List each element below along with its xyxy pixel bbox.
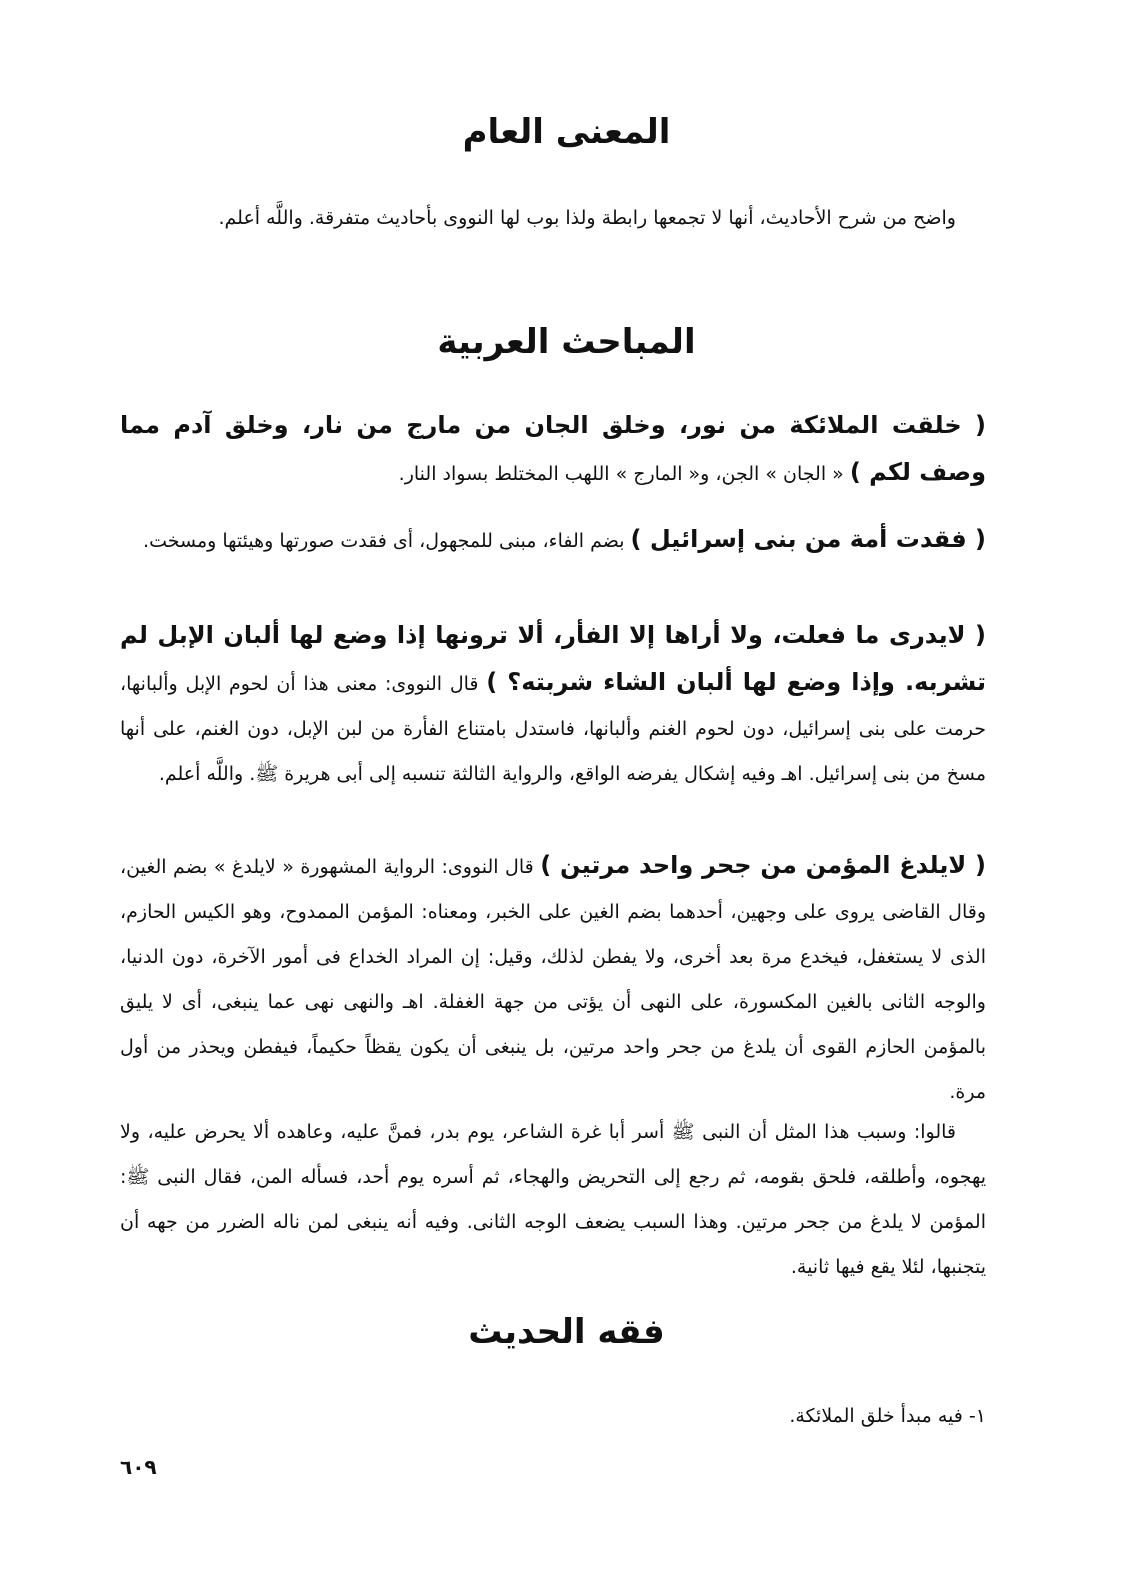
paragraph-mouse <box>120 613 986 797</box>
page-number: ٦٠٩ <box>120 1455 157 1479</box>
paragraph-believer-stung <box>120 843 986 1115</box>
paragraph-proverb-origin: قالوا: وسبب هذا المثل أن النبى ﷺ أسر أبا غرة الشاعر، يوم بدر، فمنَّ عليه، وعاهده ألا يحرض عليه، ولا يهجوه، وأطلقه، فلحق بقومه، ثم رجع إلى التحريض والهجاء، ثم أسره يوم أحد، فسأله المن، فقال النبى ﷺ: المؤمن لا يلدغ من جحر مرتين. وهذا السبب يضعف الوجه الثانى. وفيه أنه ينبغى لمن ناله الضرر من جهه أن يتجنبها، لئلا يقع فيها ثانية. <box>120 1121 986 1278</box>
heading-general-meaning: المعنى العام <box>462 112 671 152</box>
hadith-quote: ( لايدرى ما فعلت، ولا أراها إلا الفأر، ألا ترونها إذا وضع لها ألبان الإبل لم تشربه. وإذا وضع لها ألبان الشاء شربته؟ ) <box>120 621 987 696</box>
commentary-text: قال النووى: الرواية المشهورة « لايلدغ » بضم الغين، وقال القاضى يروى على وجهين، أحدهما بضم الغين على الخبر، ومعناه: المؤمن الممدوح، وهو الكيس الحازم، الذى لا يستغفل، فيخدع مرة بعد أخرى، ولا يفطن لذلك، وقيل: إن المراد الخداع فى أمور الآخرة، دون الدنيا، والوجه الثانى بالغين المكسورة، على النهى أن يؤتى من جهة الغفلة. اهـ والنهى نهى عما ينبغى، أى لا يليق بالمؤمن الحازم القوى أن يلدغ من جحر واحد مرتين، بل ينبغى أن يكون يقظاً حكيماً، فيفطن ويحذر من أول مرة. <box>120 856 986 1103</box>
fiqh-item-1: ١- فيه مبدأ خلق الملائكة. <box>789 1405 986 1427</box>
paragraph-general-meaning: واضح من شرح الأحاديث، أنها لا تجمعها رابطة ولذا بوب لها النووى بأحاديث متفرقة. واللَّه أعلم. <box>218 207 956 229</box>
hadith-quote: ( لايلدغ المؤمن من جحر واحد مرتين ) <box>540 851 986 879</box>
hadith-quote: ( خلقت الملائكة من نور، وخلق الجان من مارج من نار، وخلق آدم مما وصف لكم ) <box>120 411 986 486</box>
heading-hadith-fiqh: فقه الحديث <box>468 1312 665 1352</box>
hadith-quote: ( فقدت أمة من بنى إسرائيل ) <box>630 525 986 553</box>
commentary-text: « الجان » الجن، و« المارج » اللهب المختلط بسواد النار. <box>398 463 844 485</box>
paragraph-angels-creation <box>120 403 986 497</box>
paragraph-lost-nation <box>120 517 986 564</box>
commentary-text: قال النووى: معنى هذا أن لحوم الإبل وألبانها، حرمت على بنى إسرائيل، دون لحوم الغنم وألبانها، فاستدل بامتناع الفأرة من لبن الإبل، دون الغنم، على أنها مسخ من بنى إسرائيل. اهـ وفيه إشكال يفرضه الواقع، والرواية الثالثة تنسبه إلى أبى هريرة ﷺ. واللَّه أعلم. <box>120 673 986 785</box>
commentary-text: بضم الفاء، مبنى للمجهول، أى فقدت صورتها وهيئتها ومسخت. <box>143 530 625 552</box>
heading-arabic-topics: المباحث العربية <box>437 322 696 362</box>
